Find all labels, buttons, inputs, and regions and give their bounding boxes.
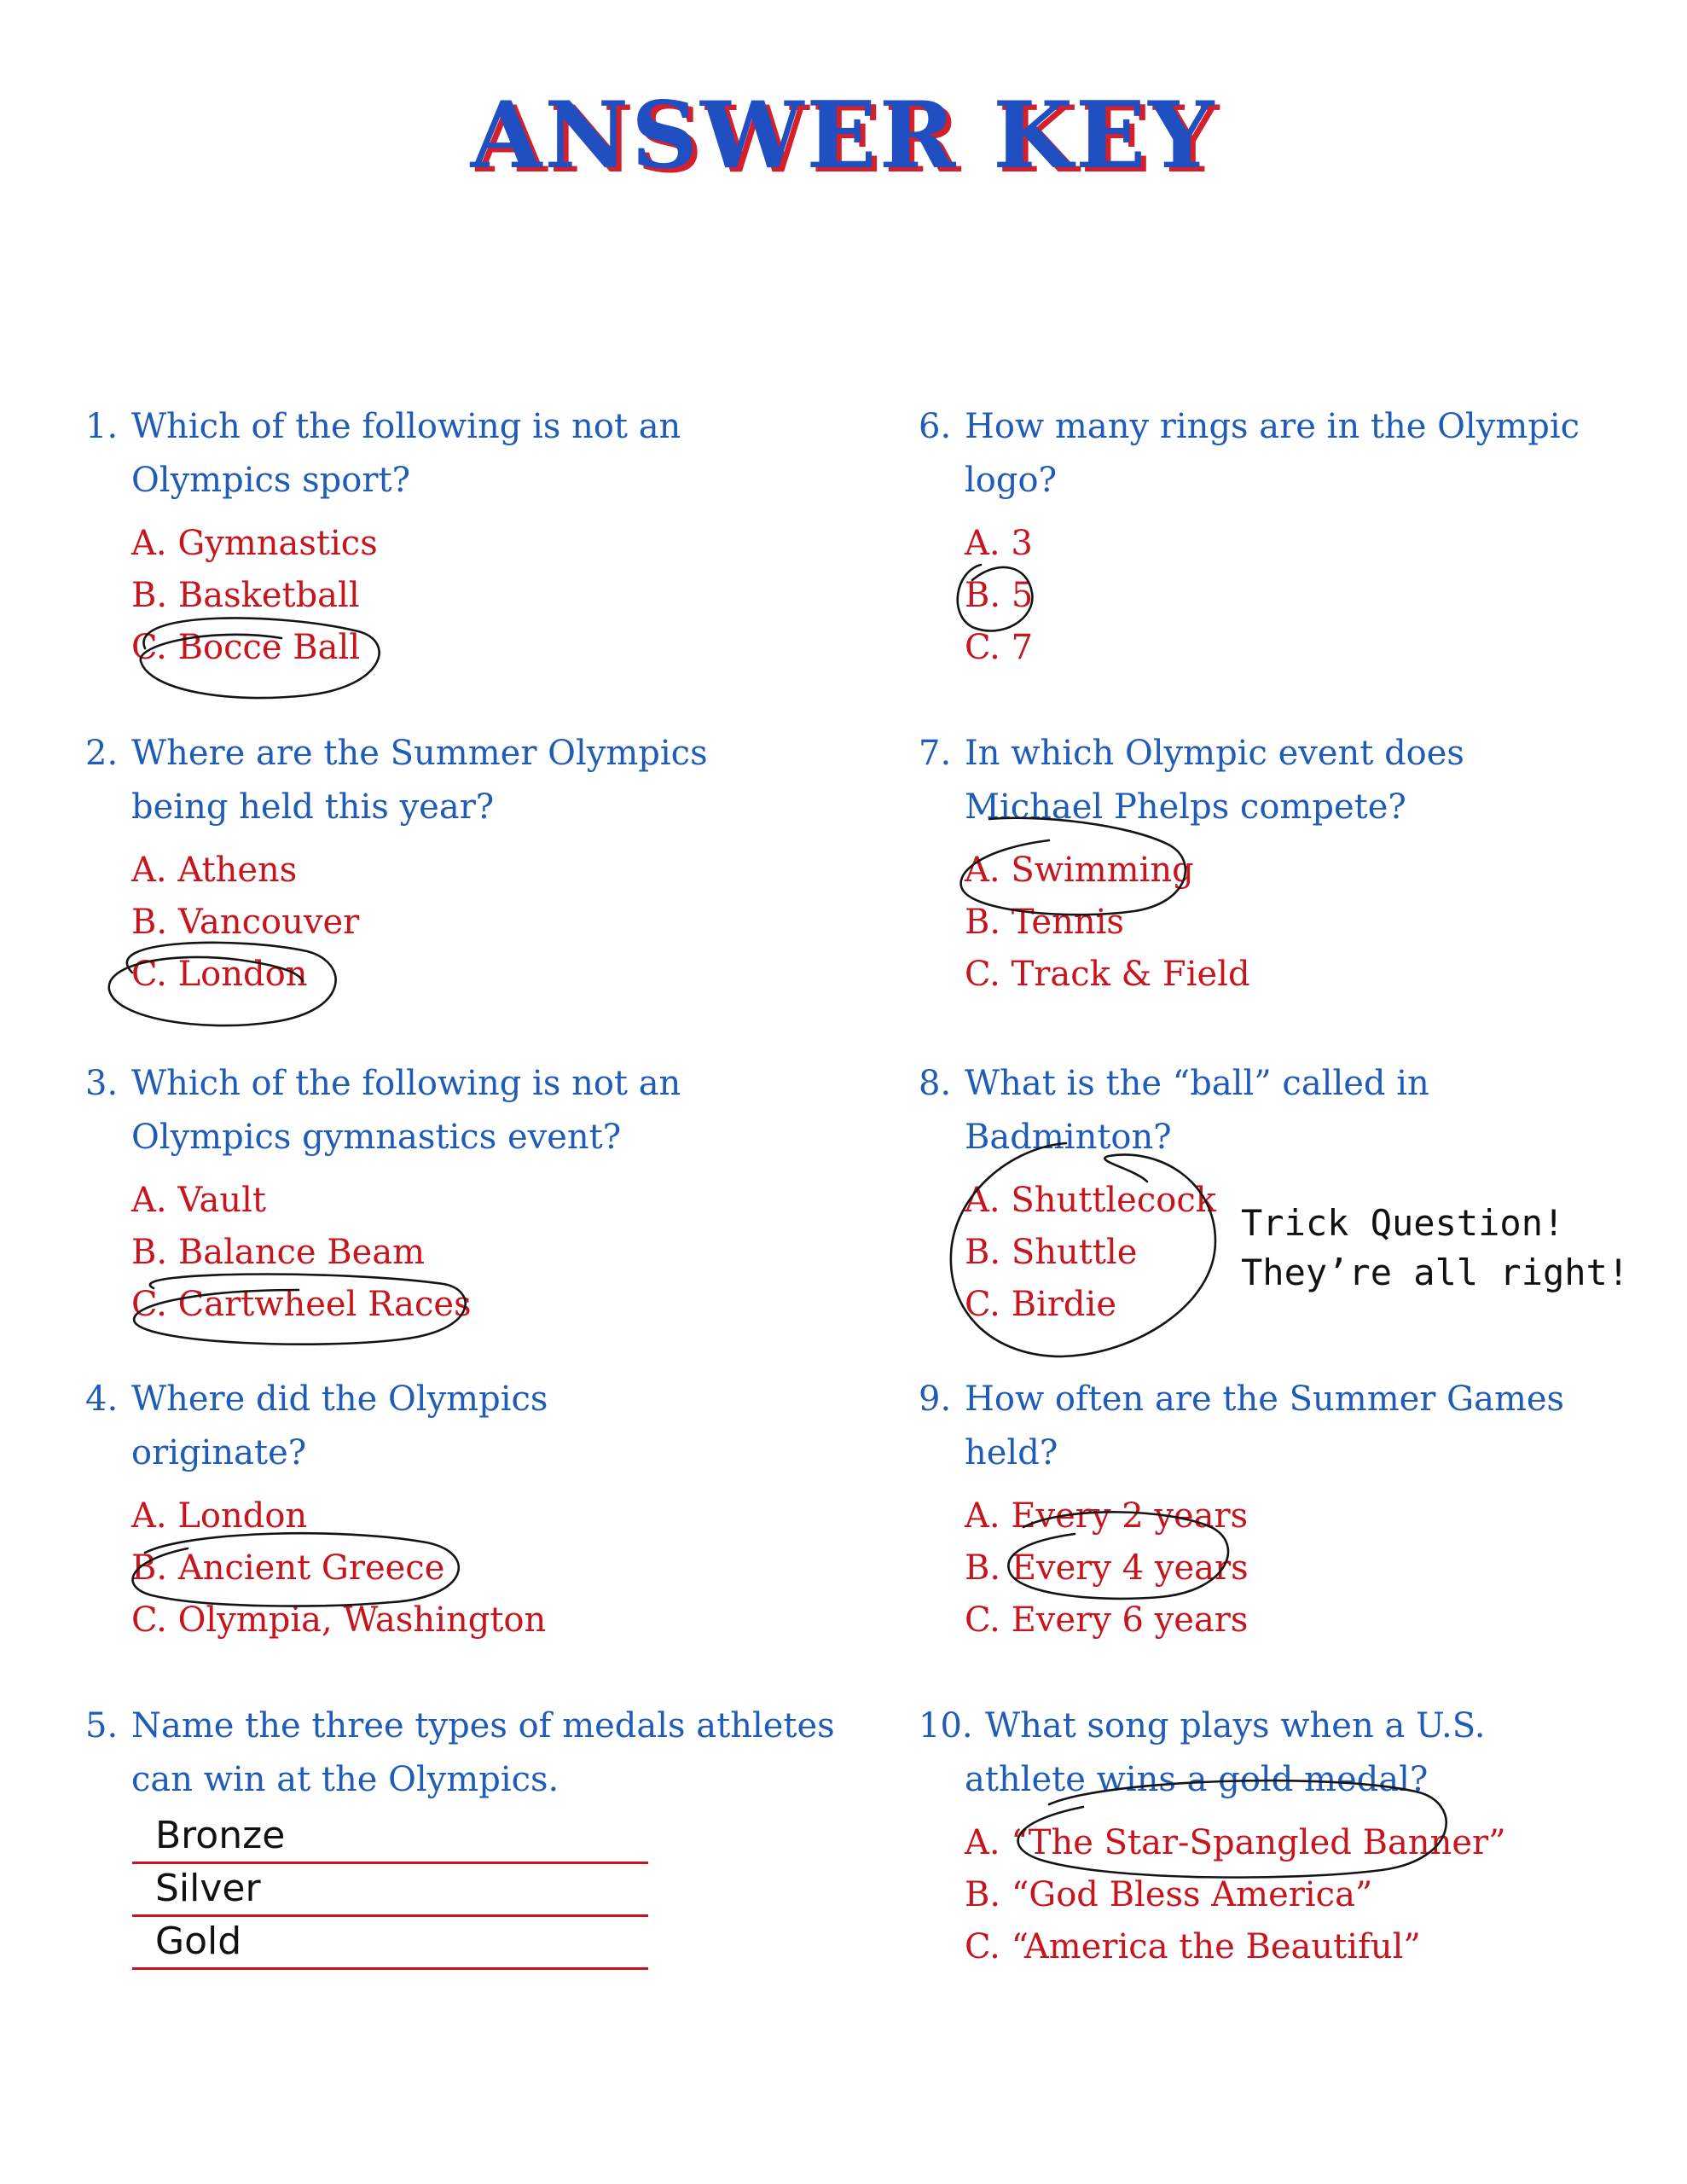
answer-option-a: A. Athens	[131, 851, 298, 890]
answer-option-c: C. 7	[965, 628, 1034, 667]
question-text-line: What is the “ball” called in	[965, 1064, 1429, 1103]
answer-option-a: A. Every 2 years	[965, 1496, 1249, 1536]
answer-option-b: B. Balance Beam	[131, 1233, 426, 1272]
answer-option-b: B. Every 4 years	[965, 1548, 1249, 1588]
medal-answer-bronze: Bronze	[155, 1814, 286, 1857]
question-text-line: Which of the following is not an	[131, 1064, 681, 1103]
answer-option-c: C. “America the Beautiful”	[965, 1927, 1421, 1966]
answer-option-a: A. Swimming	[965, 851, 1194, 890]
answer-option-a: A. “The Star-Spangled Banner”	[965, 1823, 1506, 1862]
question-text-line: athlete wins a gold medal?	[965, 1760, 1429, 1799]
answer-option-c: C. Every 6 years	[965, 1600, 1249, 1640]
question-text-line: being held this year?	[131, 787, 495, 827]
answer-option-b: B. Shuttle	[965, 1233, 1138, 1272]
answer-option-a: A. Gymnastics	[131, 524, 378, 563]
answer-option-c: C. Bocce Ball	[131, 628, 361, 667]
question-text-line: How often are the Summer Games	[965, 1380, 1565, 1419]
answer-option-a: A. Vault	[131, 1181, 267, 1220]
answer-option-b: B. Tennis	[965, 903, 1124, 942]
question-number: 1.	[85, 407, 119, 446]
question-number: 10.	[919, 1706, 973, 1745]
question-number: 3.	[85, 1064, 119, 1103]
answer-option-a: A. Shuttlecock	[965, 1181, 1216, 1220]
question-text-line: What song plays when a U.S.	[985, 1706, 1486, 1745]
answer-option-b: B. Basketball	[131, 576, 360, 615]
question-number: 9.	[919, 1380, 952, 1419]
question-text-line: Badminton?	[965, 1118, 1172, 1157]
question-number: 4.	[85, 1380, 119, 1419]
trick-question-note: Trick Question!	[1241, 1202, 1565, 1244]
question-number: 2.	[85, 734, 119, 773]
question-text-line: In which Olympic event does	[965, 734, 1464, 773]
question-number: 6.	[919, 407, 952, 446]
answer-option-c: C. London	[131, 955, 308, 994]
trick-question-note: They’re all right!	[1241, 1252, 1630, 1293]
answer-option-c: C. Olympia, Washington	[131, 1600, 547, 1640]
question-text-line: held?	[965, 1433, 1058, 1472]
question-text-line: Olympics gymnastics event?	[131, 1118, 622, 1157]
question-number: 7.	[919, 734, 952, 773]
question-text-line: Olympics sport?	[131, 461, 411, 500]
answer-option-b: B. Vancouver	[131, 903, 360, 942]
answer-option-b: B. “God Bless America”	[965, 1875, 1373, 1914]
answer-line	[132, 1862, 648, 1864]
question-number: 5.	[85, 1706, 119, 1745]
question-text-line: Where are the Summer Olympics	[131, 734, 708, 773]
answer-option-c: C. Track & Field	[965, 955, 1250, 994]
question-number: 8.	[919, 1064, 952, 1103]
answer-option-c: C. Birdie	[965, 1285, 1116, 1324]
medal-answer-silver: Silver	[155, 1867, 261, 1910]
answer-line	[132, 1914, 648, 1917]
answer-option-b: B. 5	[965, 576, 1034, 615]
question-text-line: Where did the Olympics	[131, 1380, 548, 1419]
answer-option-a: A. London	[131, 1496, 308, 1536]
question-text-line: logo?	[965, 461, 1058, 500]
question-text-line: How many rings are in the Olympic	[965, 407, 1580, 446]
question-text-line: can win at the Olympics.	[131, 1760, 559, 1799]
page-title: ANSWER KEY	[470, 82, 1217, 189]
answer-option-b: B. Ancient Greece	[131, 1548, 445, 1588]
medal-answer-gold: Gold	[155, 1920, 242, 1963]
question-text-line: originate?	[131, 1433, 307, 1472]
answer-option-c: C. Cartwheel Races	[131, 1285, 472, 1324]
answer-option-a: A. 3	[965, 524, 1033, 563]
answer-line	[132, 1967, 648, 1970]
question-text-line: Which of the following is not an	[131, 407, 681, 446]
question-text-line: Michael Phelps compete?	[965, 787, 1406, 827]
question-text-line: Name the three types of medals athletes	[131, 1706, 835, 1745]
